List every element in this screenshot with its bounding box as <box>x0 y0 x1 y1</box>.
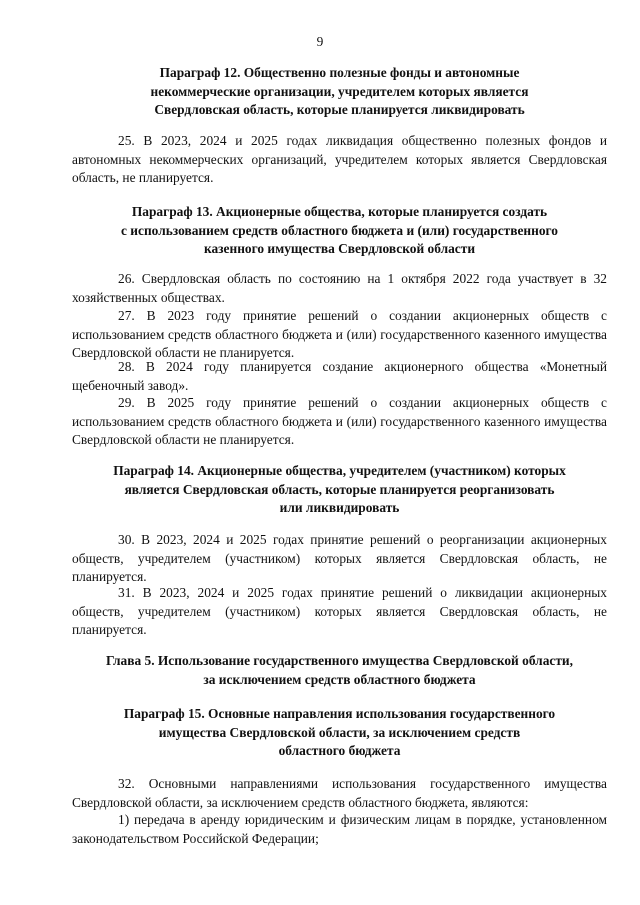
paragraph: 30. В 2023, 2024 и 2025 годах принятие решений о реорганизации акционерных обществ, учредителем (участником) которых является Свердловская область, не планируется. <box>72 532 607 585</box>
paragraph: 32. Основными направлениями использования государственного имущества Свердловской области, за исключением средств областного бюджета, являются: <box>72 776 607 810</box>
page-number: 9 <box>316 34 324 49</box>
section-heading: Параграф 15. Основные направления использования государственного имущества Свердловской области, за исключением средств областного бюджета <box>123 706 556 759</box>
paragraph: 28. В 2024 году планируется создание акционерного общества «Монетный щебеночный завод». <box>72 359 607 393</box>
paragraph: 26. Свердловская область по состоянию на 1 октября 2022 года участвует в 32 хозяйственных обществах. <box>72 271 607 305</box>
paragraph: 1) передача в аренду юридическим и физическим лицам в порядке, установленном законодательством Российской Федерации; <box>72 812 607 846</box>
paragraph: 29. В 2025 году принятие решений о создании акционерных обществ с использованием средств областного бюджета и (или) государственного казенного имущества Свердловской области не планируется. <box>72 395 607 448</box>
section-heading: Параграф 14. Акционерные общества, учредителем (участником) которых является Свердловская область, которые планируется реорганизовать или ликвидировать <box>113 463 566 516</box>
paragraph: 31. В 2023, 2024 и 2025 годах принятие решений о ликвидации акционерных обществ, учредителем (участником) которых является Свердловская область, не планируется. <box>72 585 607 638</box>
section-heading: Параграф 13. Акционерные общества, которые планируется создать с использованием средств областного бюджета и (или) государственного казенного имущества Свердловской области <box>121 204 558 257</box>
paragraph: 27. В 2023 году принятие решений о создании акционерных обществ с использованием средств областного бюджета и (или) государственного казенного имущества Свердловской области не планируется. <box>72 308 607 361</box>
chapter-heading: Глава 5. Использование государственного имущества Свердловской области, за исключением средств областного бюджета <box>106 653 573 687</box>
section-heading: Параграф 12. Общественно полезные фонды и автономные некоммерческие организации, учредителем которых является Свердловская область, которые планируется ликвидировать <box>150 65 529 118</box>
paragraph: 25. В 2023, 2024 и 2025 годах ликвидация общественно полезных фондов и автономных некоммерческих организаций, учредителем которых является Свердловская область, не планируется. <box>72 133 607 186</box>
